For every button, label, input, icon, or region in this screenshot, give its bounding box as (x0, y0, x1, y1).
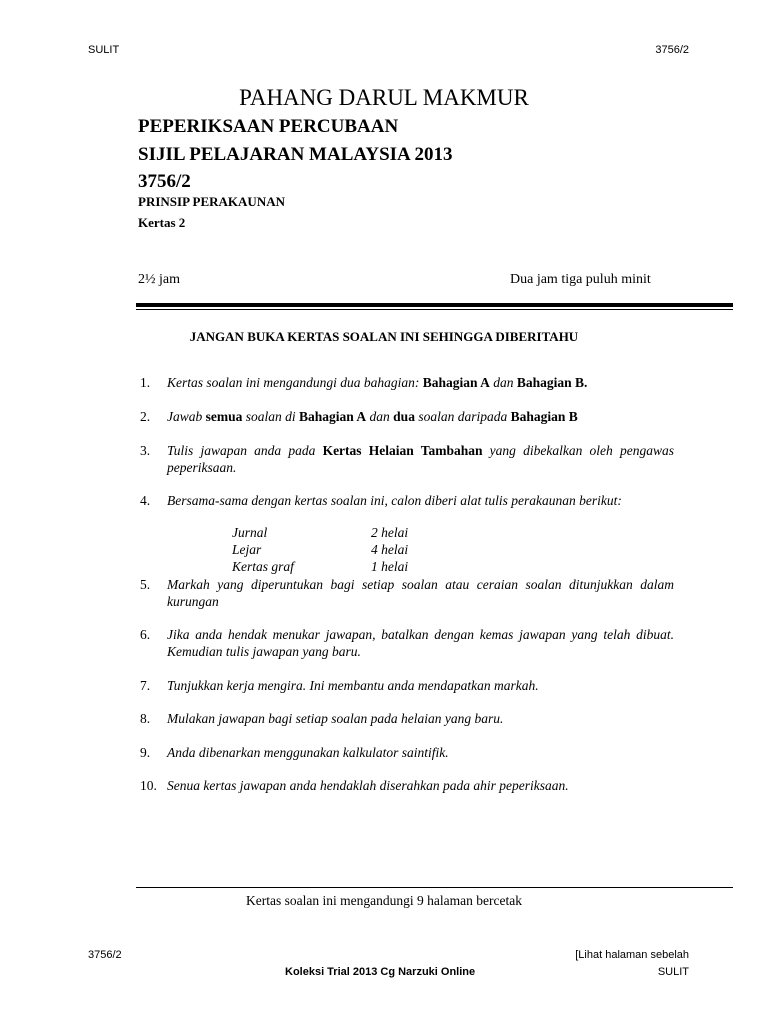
instruction-text: Markah yang diperuntukan bagi setiap soalan atau ceraian soalan ditunjukkan dalam kurungan (167, 577, 674, 609)
instruction-number: 2. (140, 409, 151, 424)
instruction-number: 7. (140, 678, 151, 693)
certificate-title: SIJIL PELAJARAN MALAYSIA 2013 (138, 144, 453, 165)
instruction-text: Tunjukkan kerja mengira. Ini membantu anda mendapatkan markah. (167, 678, 539, 693)
paper-number: Kertas 2 (138, 215, 186, 230)
exam-title: PEPERIKSAAN PERCUBAAN (138, 116, 399, 137)
tool-name: Lejar (232, 542, 262, 557)
instruction-text: Anda dibenarkan menggunakan kalkulator saintifik. (167, 745, 449, 760)
footer-next-page: [Lihat halaman sebelah (575, 949, 689, 961)
instruction-item (140, 442, 674, 476)
footer-divider (136, 887, 733, 888)
tool-quantity: 1 helai (371, 559, 409, 574)
instruction-number: 6. (140, 627, 151, 642)
instruction-item (140, 710, 674, 727)
instruction-text: Senua kertas jawapan anda hendaklah diserahkan pada ahir peperiksaan. (167, 778, 569, 793)
footer-classification: SULIT (657, 966, 689, 978)
header-classification: SULIT (88, 44, 120, 56)
instruction-item (140, 492, 674, 509)
footer-credit: Koleksi Trial 2013 Cg Narzuki Online (285, 966, 476, 978)
duration-short: 2½ jam (138, 272, 180, 287)
instruction-text: Jika anda hendak menukar jawapan, batalkan dengan kemas jawapan yang telah dibuat. Kemudian tulis jawapan yang baru. (167, 627, 674, 659)
instruction-number: 10. (140, 778, 157, 793)
instruction-number: 4. (140, 493, 151, 508)
instruction-item (140, 777, 674, 794)
instruction-text: Tulis jawapan anda pada Kertas Helaian Tambahan yang dibekalkan oleh pengawas peperiksaan. (167, 443, 674, 475)
paper-code: 3756/2 (138, 171, 191, 192)
instruction-number: 8. (140, 711, 151, 726)
divider-thick (136, 303, 733, 307)
instruction-number: 3. (140, 443, 151, 458)
duration-long: Dua jam tiga puluh minit (510, 272, 651, 287)
warning-notice: JANGAN BUKA KERTAS SOALAN INI SEHINGGA DIBERITAHU (189, 329, 579, 344)
page-count-note: Kertas soalan ini mengandungi 9 halaman bercetak (246, 893, 522, 908)
instruction-item (140, 576, 674, 610)
instruction-text: Bersama-sama dengan kertas soalan ini, calon diberi alat tulis perakaunan berikut: (167, 493, 622, 508)
tool-quantity: 2 helai (371, 525, 409, 540)
instruction-item (140, 626, 674, 660)
header-paper-code: 3756/2 (655, 44, 689, 56)
tool-name: Jurnal (232, 525, 268, 540)
instruction-number: 5. (140, 577, 151, 592)
instruction-item (140, 374, 674, 391)
tool-quantity: 4 helai (371, 542, 409, 557)
instruction-item (140, 677, 674, 694)
subject-name: PRINSIP PERAKAUNAN (138, 194, 285, 209)
instruction-text: Mulakan jawapan bagi setiap soalan pada helaian yang baru. (167, 711, 504, 726)
divider-thin (136, 309, 733, 310)
instruction-number: 1. (140, 375, 151, 390)
instruction-item (140, 408, 674, 425)
instruction-text: Jawab semua soalan di Bahagian A dan dua soalan daripada Bahagian B (167, 409, 578, 424)
tool-name: Kertas graf (232, 559, 294, 574)
instruction-text: Kertas soalan ini mengandungi dua bahagian: Bahagian A dan Bahagian B. (167, 375, 588, 390)
footer-paper-code: 3756/2 (88, 949, 122, 961)
state-title: PAHANG DARUL MAKMUR (239, 85, 529, 110)
instruction-item (140, 744, 674, 761)
instruction-number: 9. (140, 745, 151, 760)
